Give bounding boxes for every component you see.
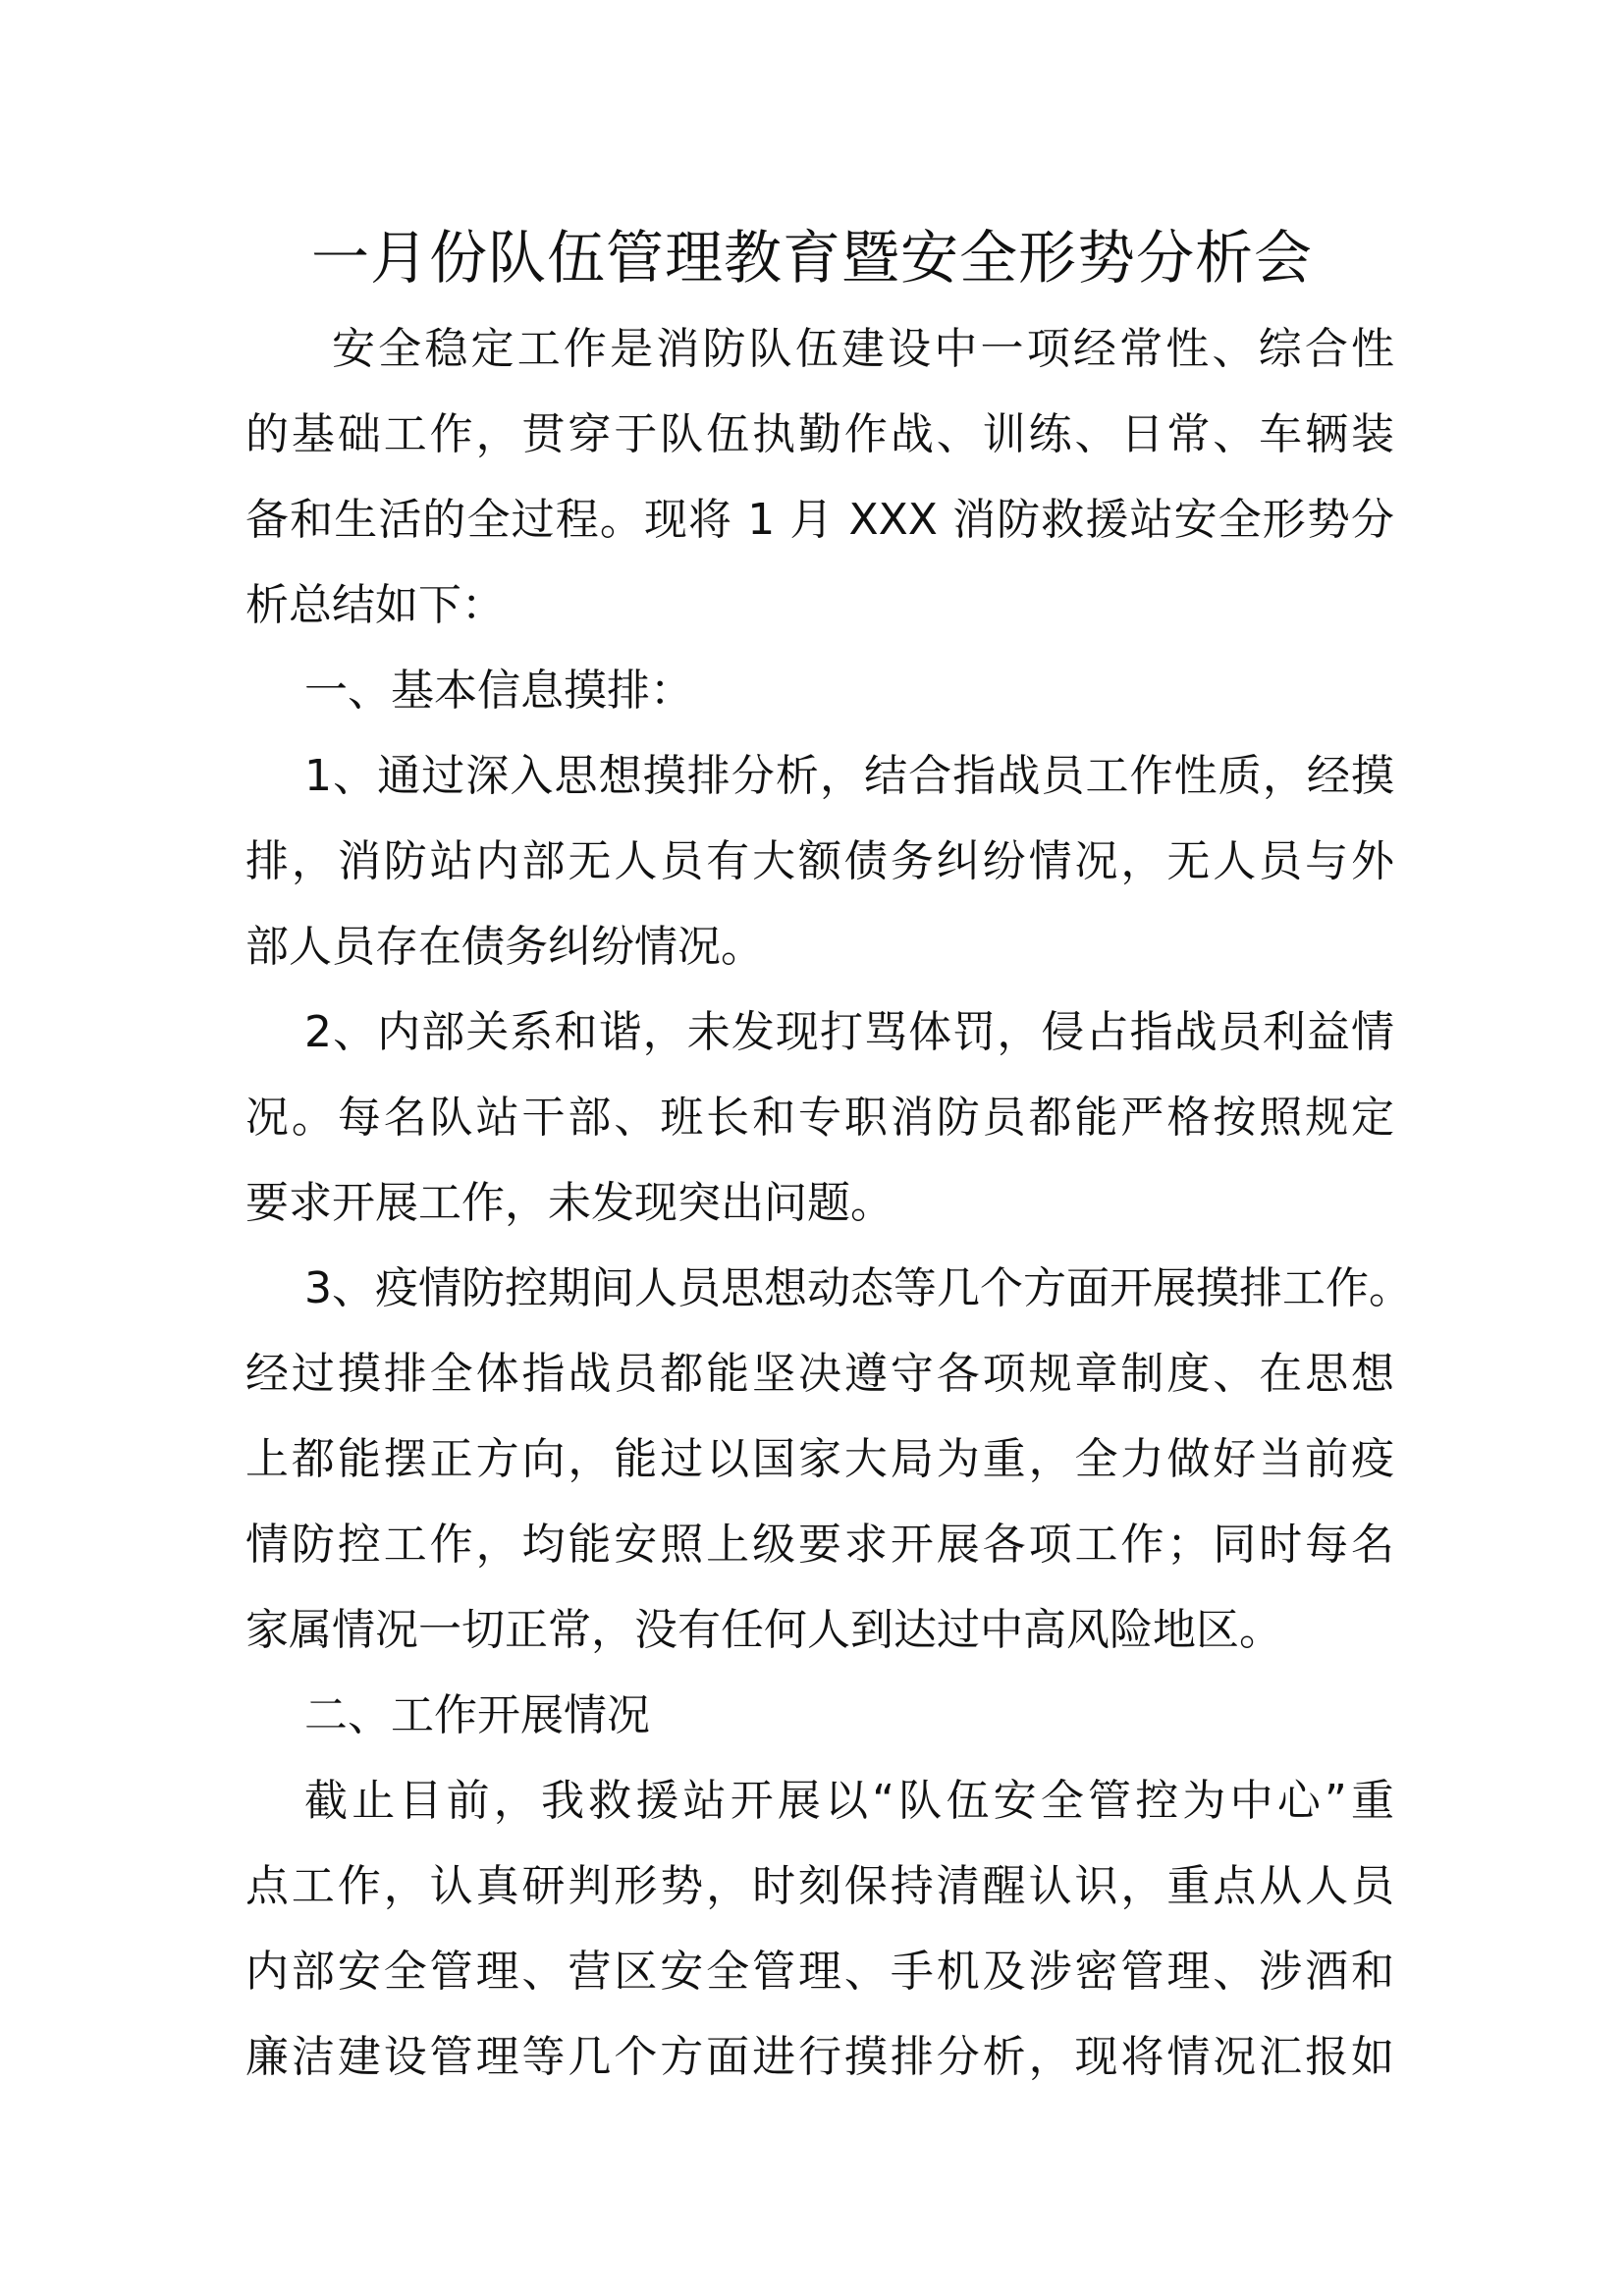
paragraph-line: 析总结如下：: [245, 580, 505, 630]
paragraph-line: 上都能摆正方向，能过以国家大局为重，全力做好当前疫: [245, 1434, 1394, 1484]
document-body: [245, 306, 1412, 2100]
paragraph-line: 截止目前，我救援站开展以“队伍安全管控为中心”重: [304, 1776, 1394, 1826]
paragraph-line: 经过摸排全体指战员都能坚决遵守各项规章制度、在思想: [245, 1349, 1394, 1399]
paragraph-line: 内部安全管理、营区安全管理、手机及涉密管理、涉酒和: [245, 1947, 1394, 1997]
paragraph-line: 况。每名队站干部、班长和专职消防员都能严格按照规定: [245, 1093, 1394, 1143]
paragraph-line: 2、内部关系和谐，未发现打骂体罚，侵占指战员利益情: [304, 1007, 1394, 1057]
paragraph-line: 3、疫情防控期间人员思想动态等几个方面开展摸排工作。: [304, 1263, 1412, 1313]
paragraph-line: 要求开展工作，未发现突出问题。: [245, 1178, 893, 1228]
paragraph-line: 情防控工作，均能安照上级要求开展各项工作；同时每名: [245, 1520, 1394, 1570]
paragraph-line: 廉洁建设管理等几个方面进行摸排分析，现将情况汇报如: [245, 2032, 1394, 2082]
paragraph-line: 点工作，认真研判形势，时刻保持清醒认识，重点从人员: [245, 1861, 1394, 1911]
section-heading: 一、基本信息摸排：: [304, 666, 693, 716]
paragraph-line: 的基础工作，贯穿于队伍执勤作战、训练、日常、车辆装: [245, 409, 1394, 459]
section-heading: 二、工作开展情况: [304, 1690, 650, 1740]
paragraph-line: 部人员存在债务纠纷情况。: [245, 922, 764, 972]
paragraph-line: 排，消防站内部无人员有大额债务纠纷情况，无人员与外: [245, 836, 1394, 886]
paragraph-line: 备和生活的全过程。现将 1 月 XXX 消防救援站安全形势分: [245, 495, 1394, 545]
paragraph-line: 1、通过深入思想摸排分析，结合指战员工作性质，经摸: [304, 751, 1394, 801]
document-title: 一月份队伍管理教育暨安全形势分析会: [310, 224, 1313, 292]
paragraph-line: 安全稳定工作是消防队伍建设中一项经常性、综合性: [332, 324, 1394, 374]
paragraph-line: 家属情况一切正常，没有任何人到达过中高风险地区。: [245, 1605, 1282, 1655]
